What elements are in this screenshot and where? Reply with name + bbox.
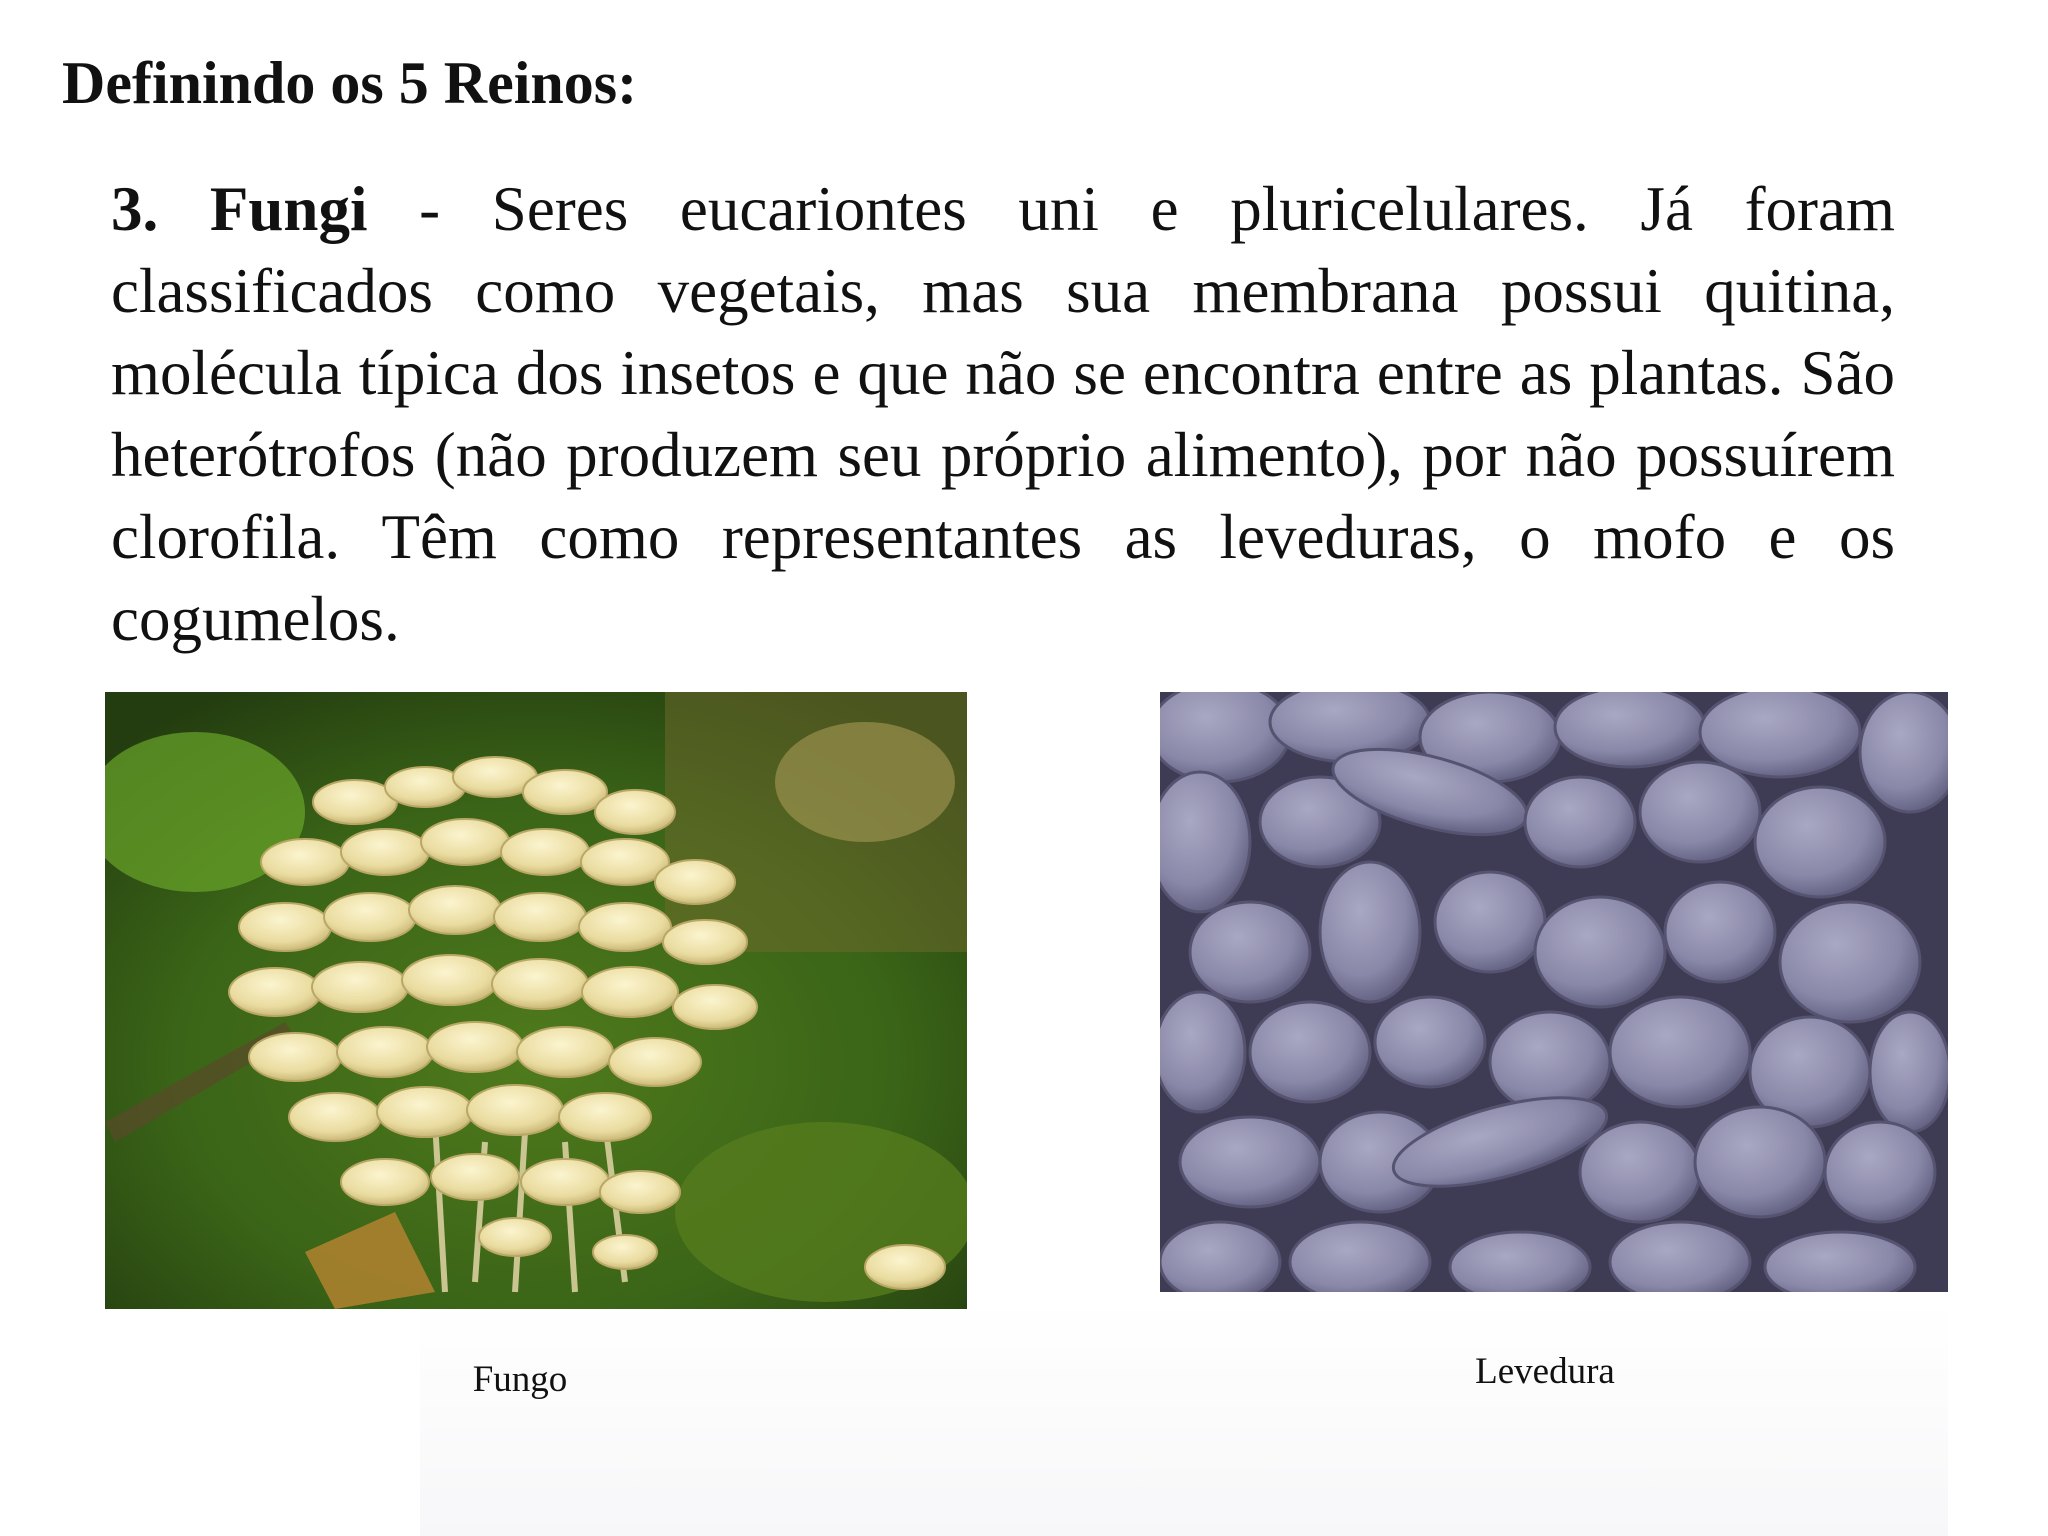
fungi-paragraph bbox=[111, 168, 1895, 660]
fungo-caption: Fungo bbox=[472, 1359, 568, 1400]
page-shade bbox=[420, 1300, 1948, 1536]
fungi-lead: 3. Fungi bbox=[111, 174, 368, 244]
levedura-caption: Levedura bbox=[1475, 1351, 1615, 1392]
fungi-description: - Seres eucariontes uni e pluricelulares. Já foram classificados como vegetais, mas sua membrana possui quitina, molécula típica dos insetos e que não se encontra entre as plantas. São heterótrofos (não produzem seu próprio alimento), por não possuírem clorofila. Têm como representantes as leveduras, o mofo e os cogumelos. bbox=[111, 174, 1895, 654]
slide-title: Definindo os 5 Reinos: bbox=[62, 50, 638, 116]
mushroom-photo bbox=[105, 692, 967, 1309]
yeast-photo bbox=[1160, 692, 1948, 1292]
